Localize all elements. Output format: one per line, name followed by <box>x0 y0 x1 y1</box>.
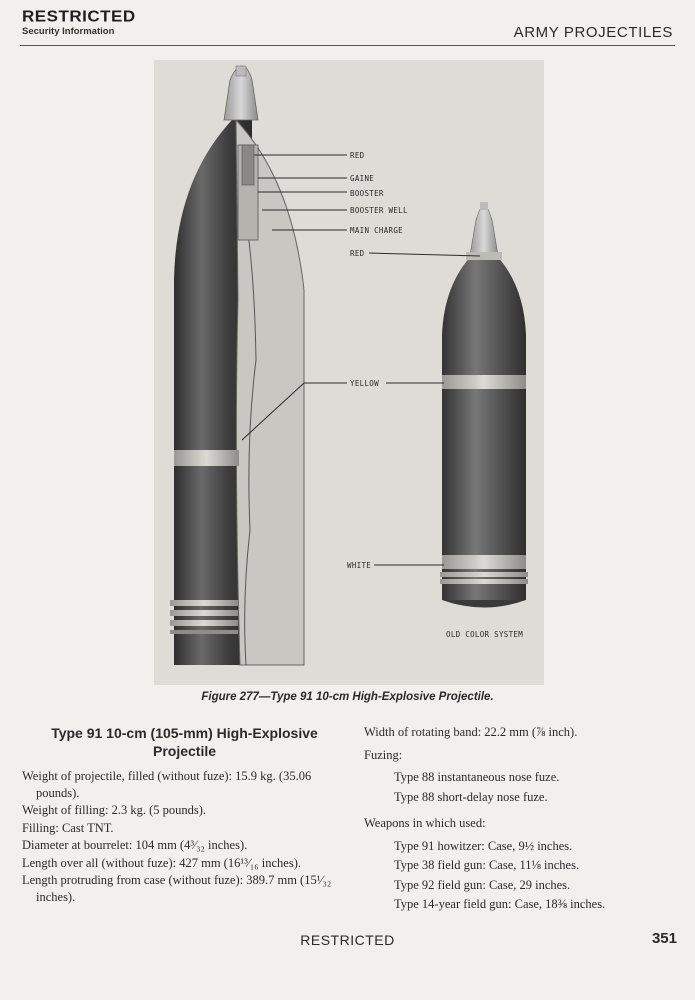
weapon-item: Type 92 field gun: Case, 29 inches. <box>394 877 571 892</box>
weapons-label: Weapons in which used: <box>364 816 486 830</box>
weapon-item: Type 38 field gun: Case, 11⅛ inches. <box>394 858 580 872</box>
spec-line: Length over all (without fuze): 427 mm (16¹³⁄₁₆ inches). <box>22 855 301 870</box>
fuze-item: Type 88 short-delay nose fuze. <box>394 789 548 804</box>
header-classification-block <box>22 8 136 37</box>
callout-booster: BOOSTER <box>350 189 384 198</box>
spec-line: Weight of filling: 2.3 kg. (5 pounds). <box>22 803 207 818</box>
figure-caption: Figure 277—Type 91 10-cm High-Explosive Projectile. <box>201 691 494 703</box>
rotating-band-spec: Width of rotating band: 22.2 mm (⅞ inch). <box>364 725 578 739</box>
spec-line: Filling: Cast TNT. <box>22 820 114 835</box>
weapon-item: Type 91 howitzer: Case, 9½ inches. <box>394 838 573 853</box>
callout-white: WHITE <box>347 561 372 570</box>
callout-booster-well: BOOSTER WELL <box>350 206 408 215</box>
sectioned-projectile <box>170 66 304 665</box>
old-color-system-projectile <box>440 202 528 608</box>
header-classification: RESTRICTED <box>22 7 136 26</box>
left-column <box>22 724 347 906</box>
header-section-title: ARMY PROJECTILES <box>513 24 673 41</box>
callout-gaine: GAINE <box>350 174 375 183</box>
spec-line: Weight of projectile, filled (without fuze): 15.9 kg. (35.06 pounds). <box>22 769 312 800</box>
projectile-illustration <box>154 60 544 685</box>
callout-red-top: RED <box>350 151 365 160</box>
callout-main-charge: MAIN CHARGE <box>350 226 403 235</box>
footer-classification: RESTRICTED <box>300 932 395 948</box>
right-column <box>364 724 676 916</box>
page-number: 351 <box>651 930 677 947</box>
weapon-item: Type 14-year field gun: Case, 18⅜ inches. <box>394 897 606 911</box>
callout-red: RED <box>350 249 365 258</box>
fuzing-label: Fuzing: <box>364 747 403 762</box>
section-title: Type 91 10-cm (105-mm) High-Explosive Projectile <box>51 725 318 760</box>
spec-line: Diameter at bourrelet: 104 mm (4³⁄₃₂ inches). <box>22 838 248 853</box>
header-security-info: Security Information <box>22 26 115 37</box>
callout-old-color-system: OLD COLOR SYSTEM <box>446 630 524 639</box>
fuze-item: Type 88 instantaneous nose fuze. <box>394 770 560 784</box>
spec-line: Length protruding from case (without fuze): 389.7 mm (15¹⁄₃₂ inches). <box>22 873 332 904</box>
header-rule <box>20 45 675 46</box>
callout-yellow: YELLOW <box>350 379 379 388</box>
projectile-figure <box>154 60 544 685</box>
